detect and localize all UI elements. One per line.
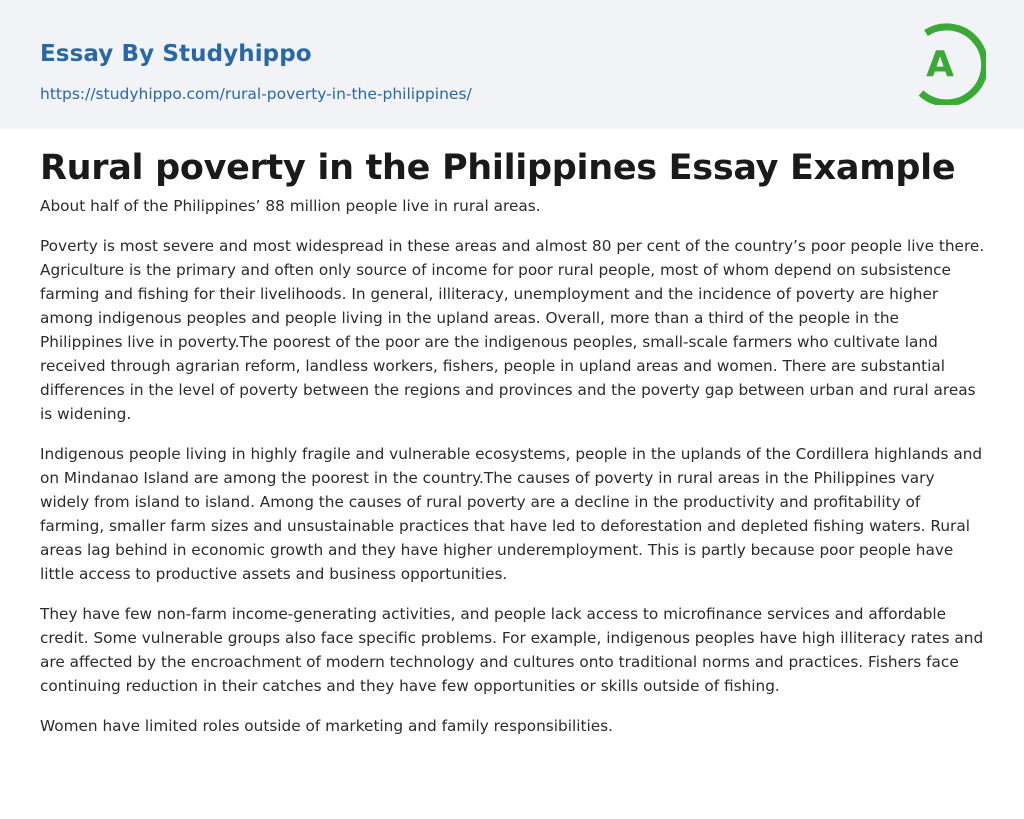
article-paragraph: Poverty is most severe and most widespread in these areas and almost 80 per cent of the country’s poor people live there. Agriculture is the primary and often only source of income for poor rural people, most of whom depend on subsistence farming and fishing for their livelihoods. In general, illiteracy, unemployment and the incidence of poverty are higher among indigenous peoples and people living in the upland areas. Overall, more than a third of the people in the Philippines live in poverty.The poorest of the poor are the indigenous peoples, small-scale farmers who cultivate land received through agrarian reform, landless workers, fishers, people in upland areas and women. There are substantial differences in the level of poverty between the regions and provinces and the poverty gap between urban and rural areas is widening. <box>40 237 985 423</box>
article-body <box>40 194 986 754</box>
article-paragraph: Indigenous people living in highly fragile and vulnerable ecosystems, people in the uplands of the Cordillera highlands and on Mindanao Island are among the poorest in the country.The causes of poverty in rural areas in the Philippines vary widely from island to island. Among the causes of rural poverty are a decline in the productivity and profitability of farming, smaller farm sizes and unsustainable practices that have led to deforestation and depleted fishing waters. Rural areas lag behind in economic growth and they have higher underemployment. This is partly because poor people have little access to productive assets and business opportunities. <box>40 445 983 583</box>
article-paragraph: They have few non-farm income-generating activities, and people lack access to microfinance services and affordable credit. Some vulnerable groups also face specific problems. For example, indigenous peoples have high illiteracy rates and are affected by the encroachment of modern technology and cultures onto traditional norms and practices. Fishers face continuing reduction in their catches and they have few opportunities or skills outside of fishing. <box>40 605 984 695</box>
logo-letter: A <box>926 44 954 85</box>
article-paragraph: About half of the Philippines’ 88 million people live in rural areas. <box>40 197 541 215</box>
page-title: Rural poverty in the Philippines Essay Example <box>40 148 956 188</box>
article-paragraph: Women have limited roles outside of marketing and family responsibilities. <box>40 717 613 735</box>
page-url-link[interactable]: https://studyhippo.com/rural-poverty-in-the-philippines/ <box>40 85 472 103</box>
site-brand[interactable]: Essay By Studyhippo <box>40 41 312 67</box>
